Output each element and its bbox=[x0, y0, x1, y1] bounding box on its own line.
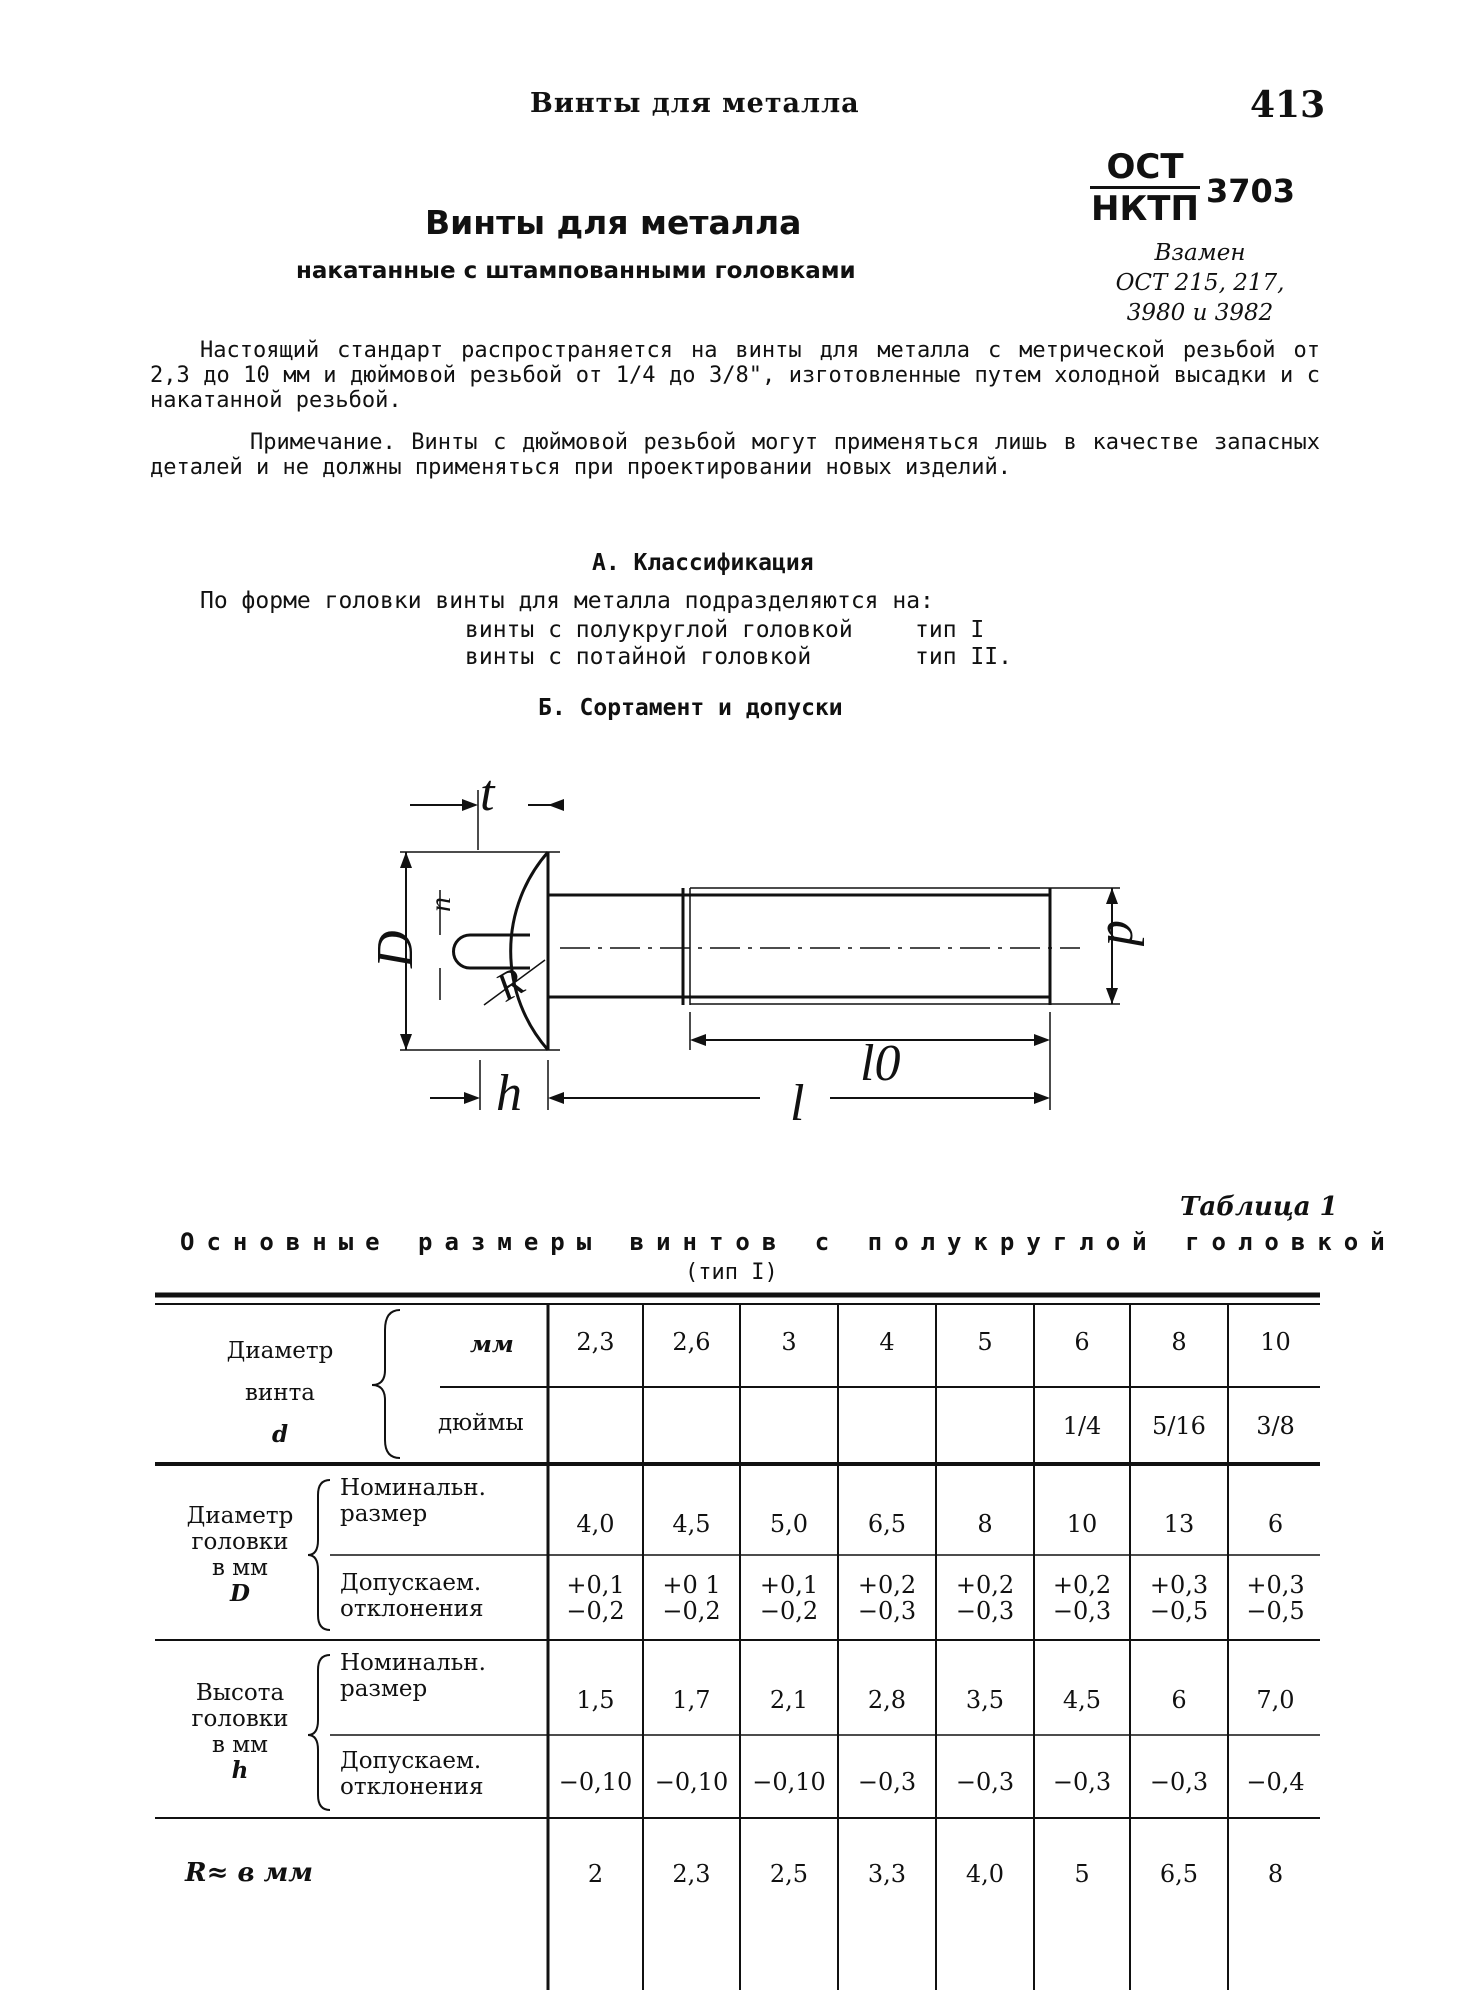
cell-h-tolerance: −0,3 bbox=[955, 1768, 1015, 1796]
cell-D-nominal: 13 bbox=[1163, 1510, 1195, 1538]
cell-R: 3,3 bbox=[867, 1860, 907, 1888]
cell-h-tolerance: −0,10 bbox=[558, 1768, 633, 1796]
label-nominal: Номинальн. размер bbox=[340, 1650, 486, 1702]
cell-d-mm: 8 bbox=[1171, 1328, 1187, 1356]
label-tolerance: Допускаем. отклонения bbox=[340, 1570, 484, 1622]
classification-heading: А. Классификация bbox=[592, 550, 814, 576]
row-label-screw-diameter: Диаметр винта d bbox=[226, 1338, 334, 1448]
replaces-label: Взамен bbox=[1154, 240, 1246, 266]
cell-d-mm: 2,3 bbox=[576, 1328, 615, 1356]
cell-d-mm: 3 bbox=[781, 1328, 797, 1356]
label-tolerance: Допускаем. отклонения bbox=[340, 1748, 484, 1800]
label-l0: l0 bbox=[860, 1035, 901, 1092]
row-label-radius: R≈ в мм bbox=[185, 1858, 314, 1888]
cell-D-nominal: 6,5 bbox=[867, 1510, 907, 1538]
running-title: Винты для металла bbox=[530, 88, 860, 119]
label-l: l bbox=[790, 1075, 805, 1132]
unit-mm: мм bbox=[470, 1331, 514, 1358]
cell-R: 4,0 bbox=[965, 1860, 1005, 1888]
cell-h-nominal: 4,5 bbox=[1062, 1686, 1102, 1714]
assortment-heading: Б. Сортамент и допуски bbox=[538, 695, 843, 721]
cell-D-nominal: 8 bbox=[977, 1510, 993, 1538]
cell-h-tolerance: −0,3 bbox=[857, 1768, 917, 1796]
cell-h-tolerance: −0,3 bbox=[1149, 1768, 1209, 1796]
cell-D-nominal: 6 bbox=[1267, 1510, 1284, 1538]
cell-R: 2,5 bbox=[769, 1860, 809, 1888]
table-caption: Основные размеры винтов с полукруглой головкой bbox=[180, 1228, 1397, 1256]
cell-h-nominal: 2,8 bbox=[867, 1686, 907, 1714]
label-R: R bbox=[488, 958, 532, 1010]
row-label-head-height: Высота головки в мм h bbox=[191, 1680, 289, 1784]
cell-h-tolerance: −0,3 bbox=[1052, 1768, 1112, 1796]
cell-h-tolerance: −0,10 bbox=[654, 1768, 729, 1796]
cell-D-tolerance: +0,1 −0,2 bbox=[759, 1571, 819, 1625]
label-d: d bbox=[1096, 920, 1153, 946]
row-label-head-diameter: Диаметр головки в мм D bbox=[186, 1503, 294, 1607]
cell-h-nominal: 1,5 bbox=[576, 1686, 615, 1714]
label-D: D bbox=[367, 930, 424, 968]
table-label: Таблица 1 bbox=[1180, 1192, 1338, 1222]
cell-R: 5 bbox=[1074, 1860, 1090, 1888]
cell-R: 2,3 bbox=[672, 1860, 711, 1888]
standard-numerator: ОСТ bbox=[1090, 148, 1200, 189]
document-title: Винты для металла bbox=[425, 203, 802, 242]
standard-denominator: НКТП bbox=[1091, 189, 1199, 229]
cell-R: 8 bbox=[1267, 1860, 1284, 1888]
cell-d-mm: 5 bbox=[977, 1328, 993, 1356]
class-item-label: винты с потайной головкой bbox=[465, 644, 812, 670]
replaces-line1: ОСТ 215, 217, bbox=[1115, 270, 1285, 296]
cell-D-nominal: 4,0 bbox=[576, 1510, 615, 1538]
cell-D-nominal: 4,5 bbox=[672, 1510, 711, 1538]
cell-h-nominal: 3,5 bbox=[965, 1686, 1005, 1714]
cell-R: 6,5 bbox=[1159, 1860, 1199, 1888]
standard-code: 3703 bbox=[1206, 172, 1296, 210]
class-item-type: тип II. bbox=[915, 644, 1012, 670]
classification-intro: По форме головки винты для металла подразделяются на: bbox=[200, 588, 934, 614]
table-subcaption: (тип I) bbox=[685, 1260, 778, 1285]
label-h: h bbox=[496, 1065, 522, 1122]
class-item-type: тип I bbox=[915, 617, 985, 643]
cell-D-tolerance: +0,1 −0,2 bbox=[566, 1571, 625, 1625]
cell-D-tolerance: +0,2 −0,3 bbox=[955, 1571, 1015, 1625]
cell-d-mm: 4 bbox=[879, 1328, 895, 1356]
label-t: t bbox=[480, 765, 495, 822]
cell-d-inch: 1/4 bbox=[1062, 1412, 1102, 1440]
scope-paragraph: Настоящий стандарт распространяется на винты для металла с метрической резьбой от 2,3 до 10 мм и дюймовой резьбой от 1/4 до 3/8", изготовленные путем холодной высадки и с накатанной резьбой. bbox=[150, 338, 1320, 413]
cell-d-mm: 10 bbox=[1260, 1328, 1291, 1356]
note-paragraph: Примечание. Винты с дюймовой резьбой могут применяться лишь в качестве запасных деталей и не должны применяться при проектировании новых изделий. bbox=[150, 430, 1320, 480]
cell-D-tolerance: +0,2 −0,3 bbox=[1052, 1571, 1112, 1625]
page-number: 413 bbox=[1250, 84, 1326, 126]
replaces-line2: 3980 и 3982 bbox=[1126, 300, 1274, 326]
class-item-label: винты с полукруглой головкой bbox=[465, 617, 853, 643]
cell-h-tolerance: −0,10 bbox=[752, 1768, 826, 1796]
cell-R: 2 bbox=[587, 1860, 604, 1888]
cell-d-mm: 6 bbox=[1074, 1328, 1090, 1356]
cell-D-nominal: 5,0 bbox=[769, 1510, 809, 1538]
cell-d-inch: 3/8 bbox=[1256, 1412, 1295, 1440]
cell-D-tolerance: +0,3 −0,5 bbox=[1149, 1571, 1209, 1625]
label-nominal: Номинальн. размер bbox=[340, 1475, 486, 1527]
cell-D-tolerance: +0,2 −0,3 bbox=[857, 1571, 917, 1625]
cell-D-tolerance: +0 1 −0,2 bbox=[662, 1571, 721, 1625]
cell-d-mm: 2,6 bbox=[672, 1328, 711, 1356]
cell-D-tolerance: +0,3 −0,5 bbox=[1246, 1571, 1305, 1625]
cell-h-nominal: 7,0 bbox=[1256, 1686, 1295, 1714]
document-subtitle: накатанные с штампованными головками bbox=[296, 258, 856, 284]
cell-h-tolerance: −0,4 bbox=[1246, 1768, 1305, 1796]
unit-inch: дюймы bbox=[438, 1410, 524, 1436]
cell-h-nominal: 2,1 bbox=[769, 1686, 809, 1714]
cell-d-inch: 5/16 bbox=[1152, 1412, 1206, 1440]
label-n: n bbox=[424, 897, 457, 912]
cell-h-nominal: 1,7 bbox=[672, 1686, 711, 1714]
cell-h-nominal: 6 bbox=[1171, 1686, 1187, 1714]
cell-D-nominal: 10 bbox=[1066, 1510, 1098, 1538]
